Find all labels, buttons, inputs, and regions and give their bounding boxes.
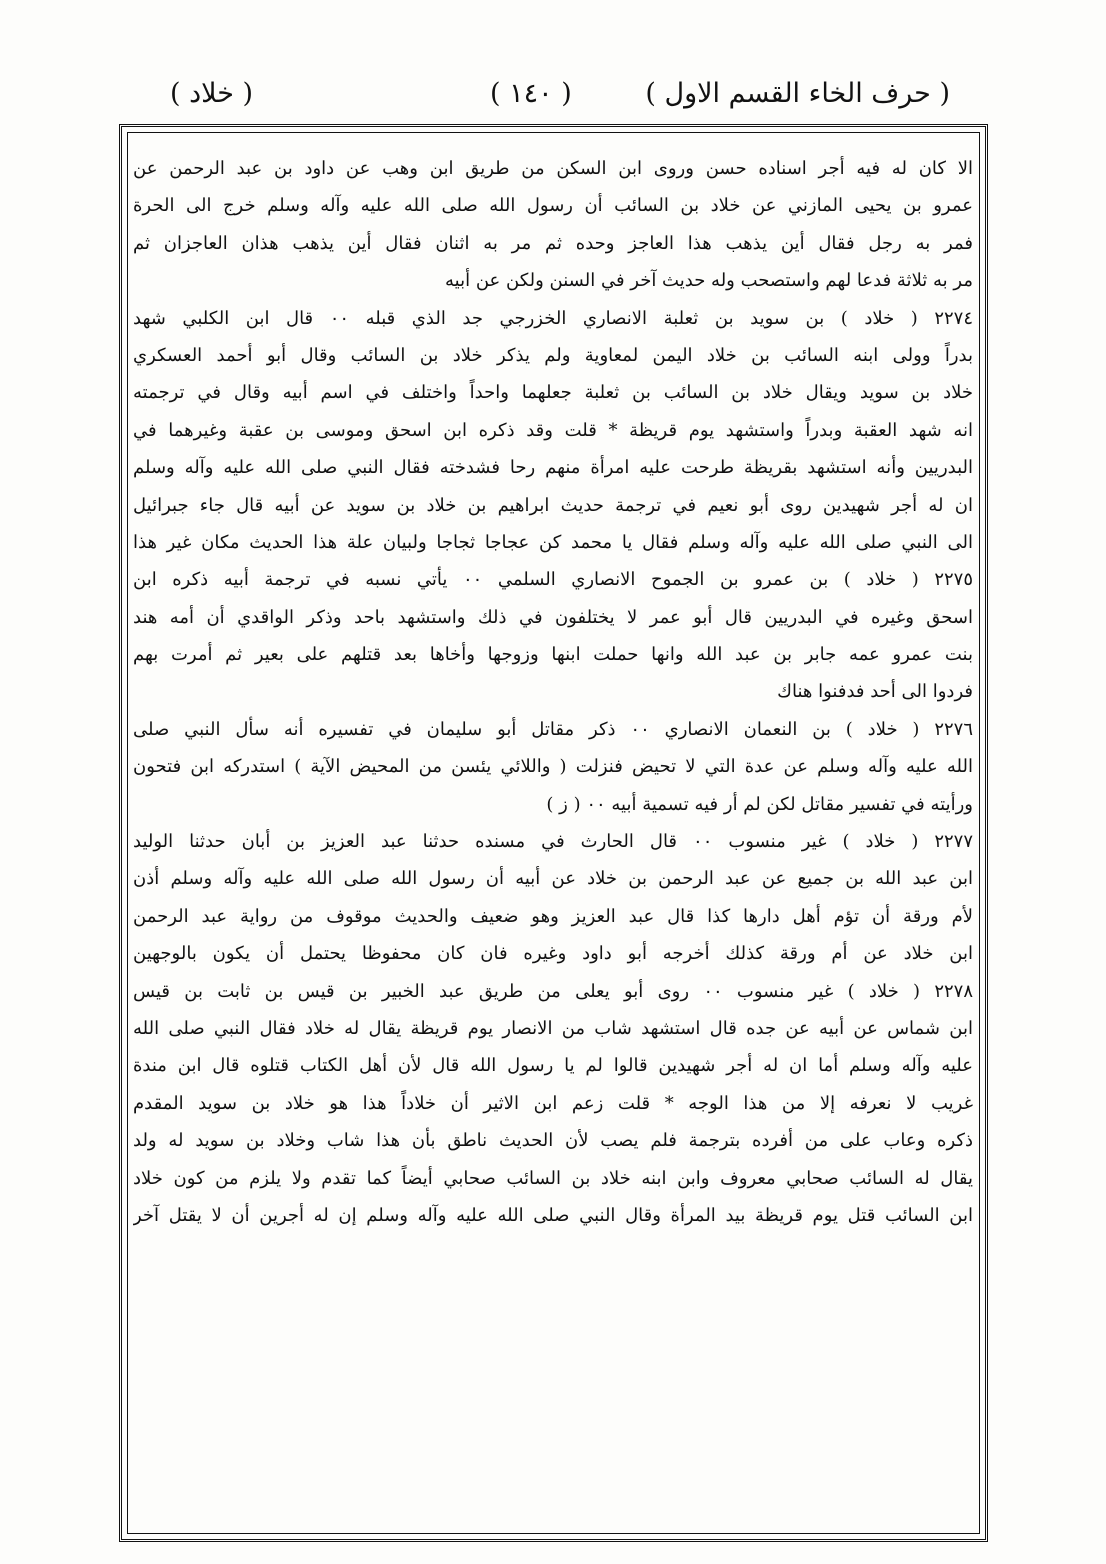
entry-line: ٢٢٧٤ ( خلاد ) بن سويد بن ثعلبة الانصاري الخزرجي جد الذي قبله ٠٠ قال ابن الكلبي شهد bbox=[133, 307, 973, 329]
text-line: فمر به رجل فقال أين يذهب هذا العاجز وحده ثم مر به اثنان فقال أين يذهب هذان العاجزان ثم bbox=[133, 232, 973, 254]
entry-line: ٢٢٧٧ ( خلاد ) غير منسوب ٠٠ قال الحارث في مسنده حدثنا عبد العزيز بن أبان حدثنا الوليد bbox=[133, 831, 973, 853]
text-line: عمرو بن يحيى المازني عن خلاد بن السائب أن رسول الله صلى الله عليه وآله وسلم خرج الى الحرة bbox=[133, 195, 973, 217]
text-line: ابن عبد الله بن جميع عن عبد الرحمن بن خلاد عن أبيه أن رسول الله صلى الله عليه وآله وسلم أذن bbox=[133, 868, 973, 890]
entry-line: ٢٢٧٨ ( خلاد ) غير منسوب ٠٠ روى أبو يعلى من طريق عبد الخبير بن قيس بن ثابت بن قيس bbox=[133, 980, 973, 1002]
body-text bbox=[133, 150, 973, 1234]
text-line: الى النبي صلى الله عليه وآله وسلم فقال يا محمد كن عجاجا ثجاجا ولبيان علة هذا الحديث مكان غير هذا bbox=[133, 531, 973, 553]
text-line: ابن شماس عن أبيه عن جده قال استشهد شاب من الانصار يوم قريظة يقال له خلاد فقال النبي صلى الله bbox=[133, 1017, 973, 1039]
text-line: ذكره وعاب على من أفرده بترجمة فلم يصب لأن الحديث ناطق بأن هذا شاب وخلاد بن سويد له ولد bbox=[133, 1130, 973, 1152]
text-line: الا كان له فيه أجر اسناده حسن وروى ابن السكن من طريق ابن وهب عن داود بن عبد الرحمن عن bbox=[133, 158, 973, 179]
page-header bbox=[150, 78, 950, 128]
page-number: ( ١٤٠ ) bbox=[490, 78, 572, 109]
chapter-heading: ( حرف الخاء القسم الاول ) bbox=[645, 78, 950, 109]
entry-line: ٢٢٧٥ ( خلاد ) بن عمرو بن الجموح الانصاري السلمي ٠٠ يأتي نسبه في ترجمة أبيه ذكره ابن bbox=[133, 569, 973, 591]
text-line: انه شهد العقبة وبدراً واستشهد يوم قريظة * قلت وقد ذكره ابن اسحق وموسى بن عقبة وغيرهما في bbox=[133, 419, 973, 441]
text-line: بدراً وولى ابنه السائب بن خلاد اليمن لمعاوية ولم يذكر خلاد بن السائب وقال أبو أحمد العسكري bbox=[133, 344, 973, 366]
entry-heading: ( خلاد ) bbox=[170, 78, 254, 109]
text-line: خلاد بن سويد ويقال خلاد بن السائب بن ثعلبة جعلهما واحداً واختلف في اسم أبيه وقال في ترجمته bbox=[133, 382, 973, 404]
text-line: لأم ورقة أن تؤم أهل دارها كذا قال عبد العزيز وهو ضعيف والحديث موقوف من رواية عبد الرحمن bbox=[133, 905, 973, 927]
text-line: ورأيته في تفسير مقاتل لكن لم أر فيه تسمية أبيه ٠٠ ( ز ) bbox=[546, 793, 973, 815]
text-line: بنت عمرو عمه جابر بن عبد الله وانها حملت ابنها وزوجها وأخاها بعد قتلهم على بعير ثم أمرت بهم bbox=[133, 644, 973, 666]
text-line: ان له أجر شهيدين روى أبو نعيم في ترجمة حديث ابراهيم بن خلاد بن سويد عن أبيه قال جاء جبرائيل bbox=[133, 494, 973, 516]
text-line: مر به ثلاثة فدعا لهم واستصحب وله حديث آخر في السنن ولكن عن أبيه bbox=[445, 270, 973, 292]
text-line: البدريين وأنه استشهد بقريظة طرحت عليه امرأة منهم رحا فشدخته فقال النبي صلى الله عليه وآله وسلم bbox=[133, 457, 973, 479]
text-line: الله عليه وآله وسلم عن عدة التي لا تحيض فنزلت ( واللائي يئسن من المحيض الآية ) استدركه ابن فتحون bbox=[133, 756, 973, 778]
text-line: غريب لا نعرفه إلا من هذا الوجه * قلت زعم ابن الاثير أن خلاداً هذا هو خلاد بن سويد المقدم bbox=[133, 1092, 973, 1114]
text-line: ابن السائب قتل يوم قريظة بيد المرأة وقال النبي صلى الله عليه وآله وسلم إن له أجرين أن لا يقتل آخر bbox=[133, 1204, 973, 1226]
text-line: ابن خلاد عن أم ورقة كذلك أخرجه أبو داود وغيره فان كان محفوظا يحتمل أن يكون بالوجهين bbox=[133, 943, 973, 965]
text-line: عليه وآله وسلم أما ان له أجر شهيدين قالوا لم يا رسول الله قال لأن أهل الكتاب قتلوه قال ابن مندة bbox=[133, 1055, 973, 1077]
text-line: يقال له السائب صحابي معروف وابن ابنه خلاد بن السائب صحابي أيضاً كما تقدم ولا يلزم من كون خلاد bbox=[133, 1167, 973, 1189]
text-line: اسحق وغيره في البدريين قال أبو عمر لا يختلفون في ذلك واستشهد باحد وذكر الواقدي أن أمه هند bbox=[133, 606, 973, 628]
text-line: فردوا الى أحد فدفنوا هناك bbox=[777, 681, 973, 703]
entry-line: ٢٢٧٦ ( خلاد ) بن النعمان الانصاري ٠٠ ذكر مقاتل أبو سليمان في تفسيره أنه سأل النبي صلى bbox=[133, 718, 973, 740]
